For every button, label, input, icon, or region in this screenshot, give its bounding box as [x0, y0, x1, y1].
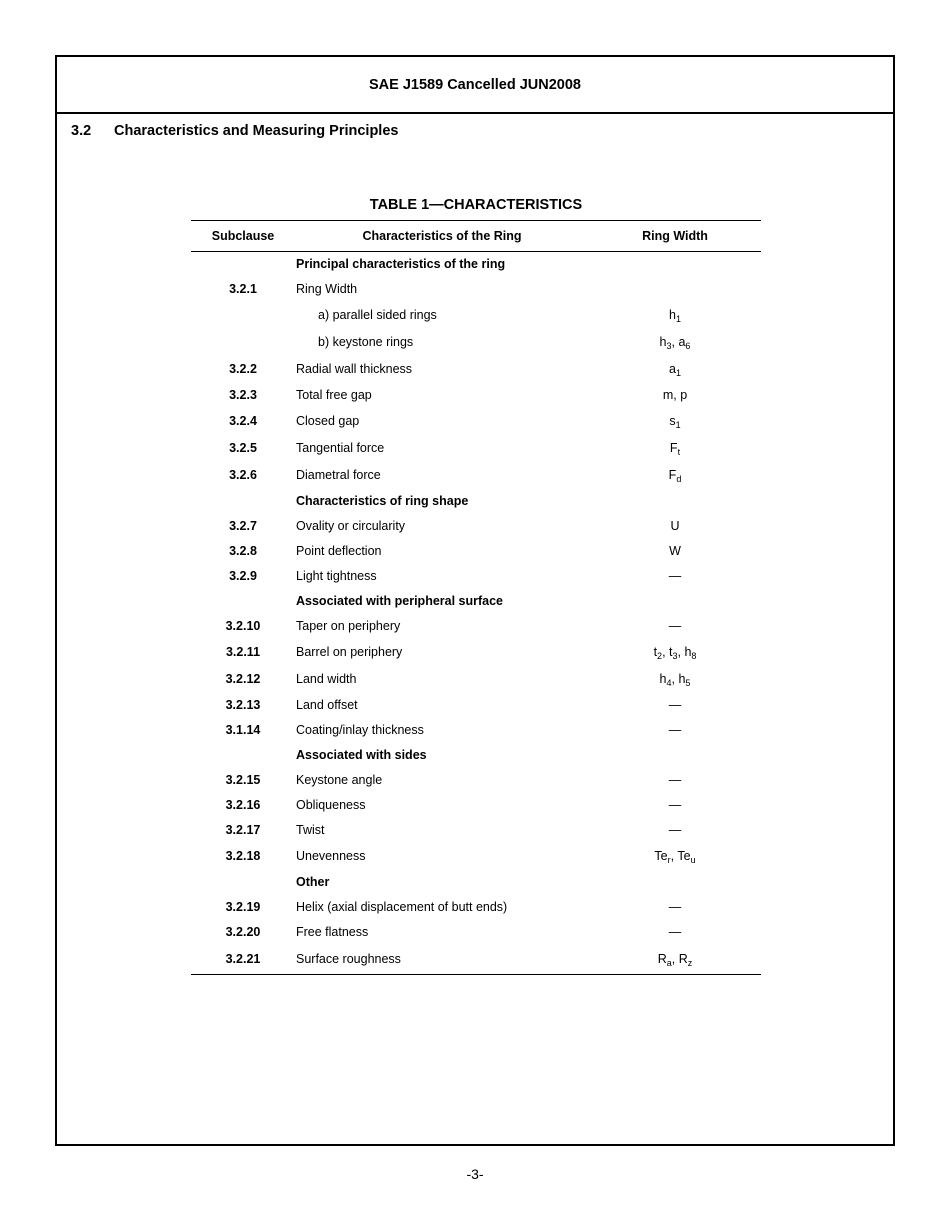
subclause-cell: 3.2.2	[229, 362, 257, 376]
subclause-cell: 3.2.13	[225, 698, 261, 712]
subclause-cell: 3.2.9	[229, 569, 257, 583]
characteristic-cell: Total free gap	[296, 388, 372, 402]
symbol-subscript: 3	[666, 341, 672, 351]
subclause-cell: 3.2.15	[225, 773, 261, 787]
symbol-base: —	[668, 900, 682, 914]
symbol-cell	[589, 589, 761, 614]
subclause-cell: 3.2.20	[225, 925, 261, 939]
symbol-separator: ,	[671, 335, 679, 349]
symbol-cell	[589, 252, 761, 277]
symbol-base: R	[678, 952, 688, 967]
characteristic-cell: b) keystone rings	[318, 335, 414, 349]
subclause-cell	[191, 329, 295, 356]
table-row	[191, 895, 761, 920]
table-row	[191, 666, 761, 693]
symbol-cell	[589, 277, 761, 302]
symbol-subscript: d	[676, 474, 682, 484]
symbol-base: Te	[677, 849, 691, 863]
symbol-cell	[589, 895, 761, 920]
symbol-separator: ,	[671, 672, 679, 686]
characteristic-cell: Closed gap	[296, 414, 360, 428]
characteristic-cell: Diametral force	[296, 468, 381, 482]
characteristic-cell: Land width	[296, 672, 357, 686]
subclause-cell: 3.2.8	[229, 544, 257, 558]
symbol-separator: ,	[670, 849, 678, 863]
table-row	[191, 277, 761, 302]
symbol-cell	[589, 539, 761, 564]
symbol-base: —	[668, 569, 682, 583]
symbol-separator: ,	[671, 952, 679, 967]
group-heading-cell: Principal characteristics of the ring	[296, 257, 506, 272]
symbol-cell	[589, 614, 761, 639]
table-row	[191, 693, 761, 718]
symbol-subscript: z	[687, 958, 693, 969]
symbol-cell	[589, 462, 761, 489]
symbol-base: F	[669, 441, 678, 455]
symbol-base: a	[678, 335, 686, 349]
subclause-cell: 3.2.16	[225, 798, 261, 812]
symbol-base: W	[669, 544, 681, 558]
table-row	[191, 818, 761, 843]
table-row	[191, 564, 761, 589]
characteristic-cell: Unevenness	[296, 849, 366, 863]
symbol-subscript: 2	[657, 651, 663, 661]
symbol-cell	[589, 356, 761, 383]
table-row	[191, 768, 761, 793]
subclause-cell: 3.2.19	[225, 900, 261, 914]
symbol-cell	[589, 383, 761, 408]
table-row	[191, 329, 761, 356]
table-header-row	[191, 221, 761, 252]
symbol-base: R	[657, 952, 667, 967]
table-group-heading-row	[191, 870, 761, 895]
symbol-subscript: a	[666, 958, 672, 969]
characteristic-cell: Keystone angle	[296, 773, 383, 787]
table-row	[191, 514, 761, 539]
subclause-cell	[191, 743, 295, 768]
characteristic-cell: Radial wall thickness	[296, 362, 413, 376]
characteristic-cell: Tangential force	[296, 441, 385, 455]
document-title: SAE J1589 Cancelled JUN2008	[369, 76, 581, 93]
page-frame	[55, 55, 895, 1146]
characteristic-cell: a) parallel sided rings	[318, 308, 437, 322]
symbol-cell	[589, 768, 761, 793]
table-row	[191, 408, 761, 435]
subclause-cell	[191, 589, 295, 614]
symbol-cell	[589, 514, 761, 539]
group-heading-cell: Characteristics of ring shape	[296, 494, 469, 508]
symbol-cell	[589, 818, 761, 843]
characteristic-cell: Free flatness	[296, 925, 369, 939]
symbol-base: F	[668, 468, 677, 482]
table-group-heading-row	[191, 589, 761, 614]
table-group-heading-row	[191, 252, 761, 277]
symbol-base: t	[669, 645, 673, 659]
group-heading-cell: Associated with sides	[296, 748, 427, 762]
symbol-base: h	[684, 645, 692, 659]
page-number: -3-	[466, 1166, 484, 1182]
symbol-base: m, p	[662, 388, 688, 402]
subclause-cell: 3.2.3	[229, 388, 257, 402]
table-group-heading-row	[191, 489, 761, 514]
symbol-base: —	[668, 773, 682, 787]
symbol-cell	[589, 693, 761, 718]
table-row	[191, 718, 761, 743]
symbol-base: —	[668, 823, 682, 837]
subclause-cell: 3.1.14	[225, 723, 261, 737]
section-number: 3.2	[71, 123, 92, 139]
column-header-characteristics: Characteristics of the Ring	[362, 229, 522, 243]
subclause-cell: 3.2.7	[229, 519, 257, 533]
symbol-cell	[589, 302, 761, 329]
characteristic-cell: Coating/inlay thickness	[296, 723, 424, 737]
subclause-cell: 3.2.11	[225, 645, 261, 659]
table-row	[191, 383, 761, 408]
subclause-cell: 3.2.6	[229, 468, 257, 482]
table-title: TABLE 1—CHARACTERISTICS	[369, 197, 583, 213]
table-row	[191, 539, 761, 564]
characteristic-cell: Point deflection	[296, 544, 382, 558]
subclause-cell: 3.2.1	[229, 282, 257, 296]
table-row	[191, 614, 761, 639]
symbol-subscript: r	[667, 855, 671, 865]
symbol-subscript: 8	[691, 651, 697, 661]
characteristic-cell: Ovality or circularity	[296, 519, 406, 533]
symbol-base: s	[669, 414, 676, 428]
subclause-cell: 3.2.4	[229, 414, 257, 428]
subclause-cell: 3.2.10	[225, 619, 261, 633]
symbol-cell	[589, 489, 761, 514]
symbol-cell	[589, 329, 761, 356]
symbol-separator: ,	[677, 645, 685, 659]
symbol-cell	[589, 408, 761, 435]
group-heading-cell: Other	[296, 875, 330, 889]
section-heading	[71, 123, 398, 139]
table-body	[191, 252, 761, 975]
characteristic-cell: Light tightness	[296, 569, 377, 583]
symbol-subscript: 1	[675, 314, 681, 324]
column-header-ring-width: Ring Width	[642, 229, 708, 243]
characteristic-cell: Obliqueness	[296, 798, 366, 812]
symbol-base: h	[678, 672, 686, 686]
symbol-subscript: 5	[685, 678, 691, 688]
symbol-subscript: 1	[675, 368, 681, 378]
symbol-cell	[589, 870, 761, 895]
subclause-cell	[191, 252, 295, 277]
subclause-cell	[191, 870, 295, 895]
symbol-subscript: t	[677, 447, 681, 457]
characteristics-table-container	[191, 195, 761, 975]
symbol-base: —	[668, 619, 682, 633]
subclause-cell: 3.2.18	[225, 849, 261, 863]
characteristic-cell: Ring Width	[296, 282, 358, 296]
symbol-cell	[589, 945, 761, 975]
symbol-cell	[589, 718, 761, 743]
symbol-subscript: u	[690, 855, 696, 865]
symbol-subscript: 3	[672, 651, 678, 661]
symbol-cell	[589, 435, 761, 462]
symbol-subscript: 1	[675, 420, 681, 430]
symbol-base: t	[653, 645, 658, 659]
table-row	[191, 793, 761, 818]
symbol-separator: ,	[662, 645, 670, 659]
symbol-cell	[589, 639, 761, 666]
table-row	[191, 356, 761, 383]
characteristic-cell: Helix (axial displacement of butt ends)	[296, 900, 508, 914]
symbol-base: h	[659, 672, 667, 686]
symbol-base: —	[668, 925, 682, 939]
table-row	[191, 462, 761, 489]
subclause-cell: 3.2.12	[225, 672, 261, 686]
symbol-cell	[589, 564, 761, 589]
table-row	[191, 945, 761, 975]
symbol-base: —	[668, 798, 682, 812]
characteristic-cell: Land offset	[296, 698, 358, 712]
symbol-base: Te	[654, 849, 668, 863]
subclause-cell	[191, 302, 295, 329]
subclause-cell: 3.2.21	[225, 952, 261, 967]
symbol-cell	[589, 743, 761, 768]
table-row	[191, 920, 761, 945]
table-row	[191, 639, 761, 666]
symbol-base: h	[659, 335, 667, 349]
characteristic-cell: Surface roughness	[296, 952, 401, 967]
symbol-cell	[589, 843, 761, 870]
characteristics-table	[191, 220, 761, 975]
symbol-base: —	[668, 723, 682, 737]
column-header-subclause: Subclause	[211, 229, 275, 243]
symbol-cell	[589, 920, 761, 945]
characteristic-cell: Taper on periphery	[296, 619, 401, 633]
table-row	[191, 435, 761, 462]
document-header	[57, 57, 893, 114]
symbol-base: U	[670, 519, 680, 533]
symbol-cell	[589, 793, 761, 818]
group-heading-cell: Associated with peripheral surface	[296, 594, 504, 608]
symbol-cell	[589, 666, 761, 693]
table-row	[191, 843, 761, 870]
section-title: Characteristics and Measuring Principles	[114, 123, 399, 139]
symbol-subscript: 6	[685, 341, 691, 351]
subclause-cell: 3.2.17	[225, 823, 261, 837]
symbol-subscript: 4	[666, 678, 672, 688]
subclause-cell: 3.2.5	[229, 441, 257, 455]
characteristic-cell: Barrel on periphery	[296, 645, 403, 659]
symbol-base: —	[668, 698, 682, 712]
subclause-cell	[191, 489, 295, 514]
table-group-heading-row	[191, 743, 761, 768]
symbol-base: h	[669, 308, 676, 322]
symbol-base: a	[669, 362, 676, 376]
table-row	[191, 302, 761, 329]
characteristic-cell: Twist	[296, 823, 325, 837]
